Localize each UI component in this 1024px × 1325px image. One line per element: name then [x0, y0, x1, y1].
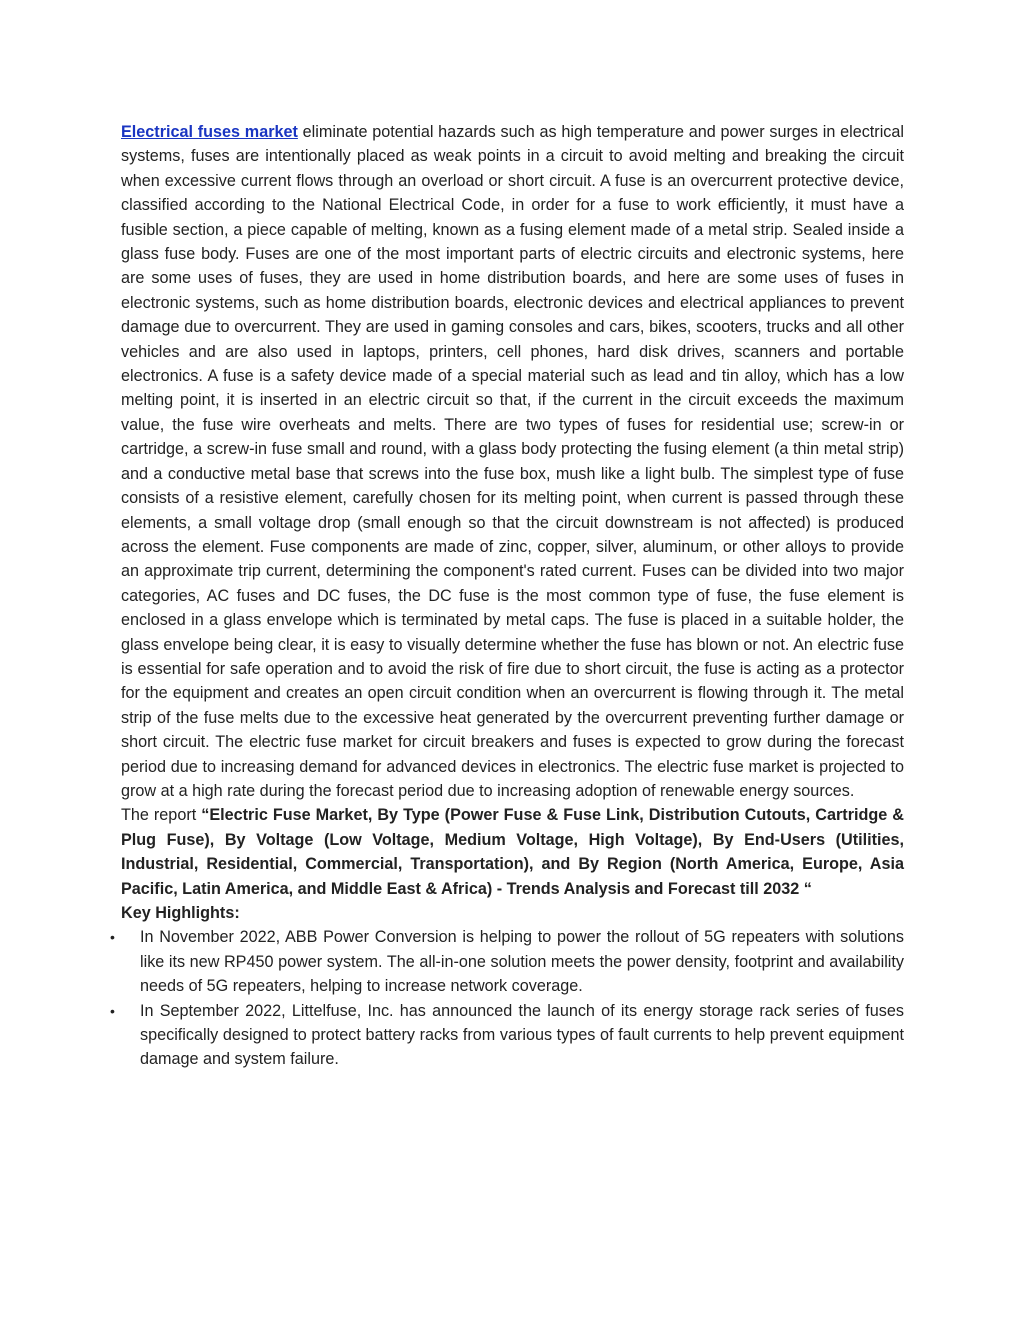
key-highlights-heading: Key Highlights: — [121, 904, 240, 922]
report-prefix: The report — [121, 806, 202, 825]
document-page — [110, 120, 904, 1072]
bullet-icon: • — [110, 929, 115, 946]
list-item — [110, 999, 904, 1072]
highlight-text: In November 2022, ABB Power Conversion is helping to power the rollout of 5G repeaters with solutions like its new RP450 power system. The all-in-one solution meets the power density, footprint and availability needs of 5G repeaters, helping to increase network coverage. — [140, 928, 904, 996]
report-paragraph — [121, 803, 904, 901]
bullet-icon: • — [110, 1002, 115, 1019]
list-item — [110, 925, 904, 998]
highlight-text: In September 2022, Littelfuse, Inc. has announced the launch of its energy storage rack series of fuses specifically designed to protect battery racks from various types of fault currents to help prevent equipment damage and system failure. — [140, 1001, 904, 1069]
report-title: “Electric Fuse Market, By Type (Power Fuse & Fuse Link, Distribution Cutouts, Cartridge & Plug Fuse), By Voltage (Low Voltage, Medium Voltage, High Voltage), By End-Users (Utilities, Industrial, Residential, Commercial, Transportation), and By Region (North America, Europe, Asia Pacific, Latin America, and Middle East & Africa) - Trends Analysis and Forecast till 2032 “ — [121, 806, 904, 898]
electrical-fuses-market-link[interactable]: Electrical fuses market — [121, 123, 298, 141]
intro-body-text: eliminate potential hazards such as high temperature and power surges in electrical systems, fuses are intentionally placed as weak points in a circuit to avoid melting and breaking the circuit when excessive current flows through an overload or short circuit. A fuse is an overcurrent protective device, classified according to the National Electrical Code, in order for a fuse to work efficiently, it must have a fusible section, a piece capable of melting, known as a fusing element made of a metal strip. Sealed inside a glass fuse body. Fuses are one of the most important parts of electric circuits and electronic systems, here are some uses of fuses, they are used in home distribution boards, and here are some uses of fuses in electronic systems, such as home distribution boards, electronic devices and electrical appliances to prevent damage due to overcurrent. They are used in gaming consoles and cars, bikes, scooters, trucks and all other vehicles and are also used in laptops, printers, cell phones, hard disk drives, scanners and portable electronics. A fuse is a safety device made of a special material such as lead and tin alloy, which has a low melting point, it is inserted in an electric circuit so that, if the current in the circuit exceeds the maximum value, the fuse wire overheats and melts. There are two types of fuses for residential use; screw-in or cartridge, a screw-in fuse small and round, with a glass body protecting the fusing element (a thin metal strip) and a conductive metal base that screws into the fuse box, mush like a light bulb. The simplest type of fuse consists of a resistive element, carefully chosen for its melting point, when current is passed through these elements, a small voltage drop (small enough so that the circuit downstream is not affected) is produced across the element. Fuse components are made of zinc, copper, silver, aluminum, or other alloys to provide an approximate trip current, determining the component's rated current. Fuses can be divided into two major categories, AC fuses and DC fuses, the DC fuse is the most common type of fuse, the fuse element is enclosed in a glass envelope which is terminated by metal caps. The fuse is placed in a suitable holder, the glass envelope being clear, it is easy to visually determine whether the fuse has blown or not. An electric fuse is essential for safe operation and to avoid the risk of fire due to short circuit, the fuse is acting as a protector for the equipment and creates an open circuit condition when an overcurrent is flowing through it. The metal strip of the fuse melts due to the excessive heat generated by the overcurrent preventing further damage or short circuit. The electric fuse market for circuit breakers and fuses is expected to grow during the forecast period due to increasing demand for advanced devices in electronics. The electric fuse market is projected to grow at a high rate during the forecast period due to increasing adoption of renewable energy sources. — [121, 123, 904, 800]
intro-paragraph — [121, 120, 904, 803]
highlights-list — [110, 925, 904, 1071]
